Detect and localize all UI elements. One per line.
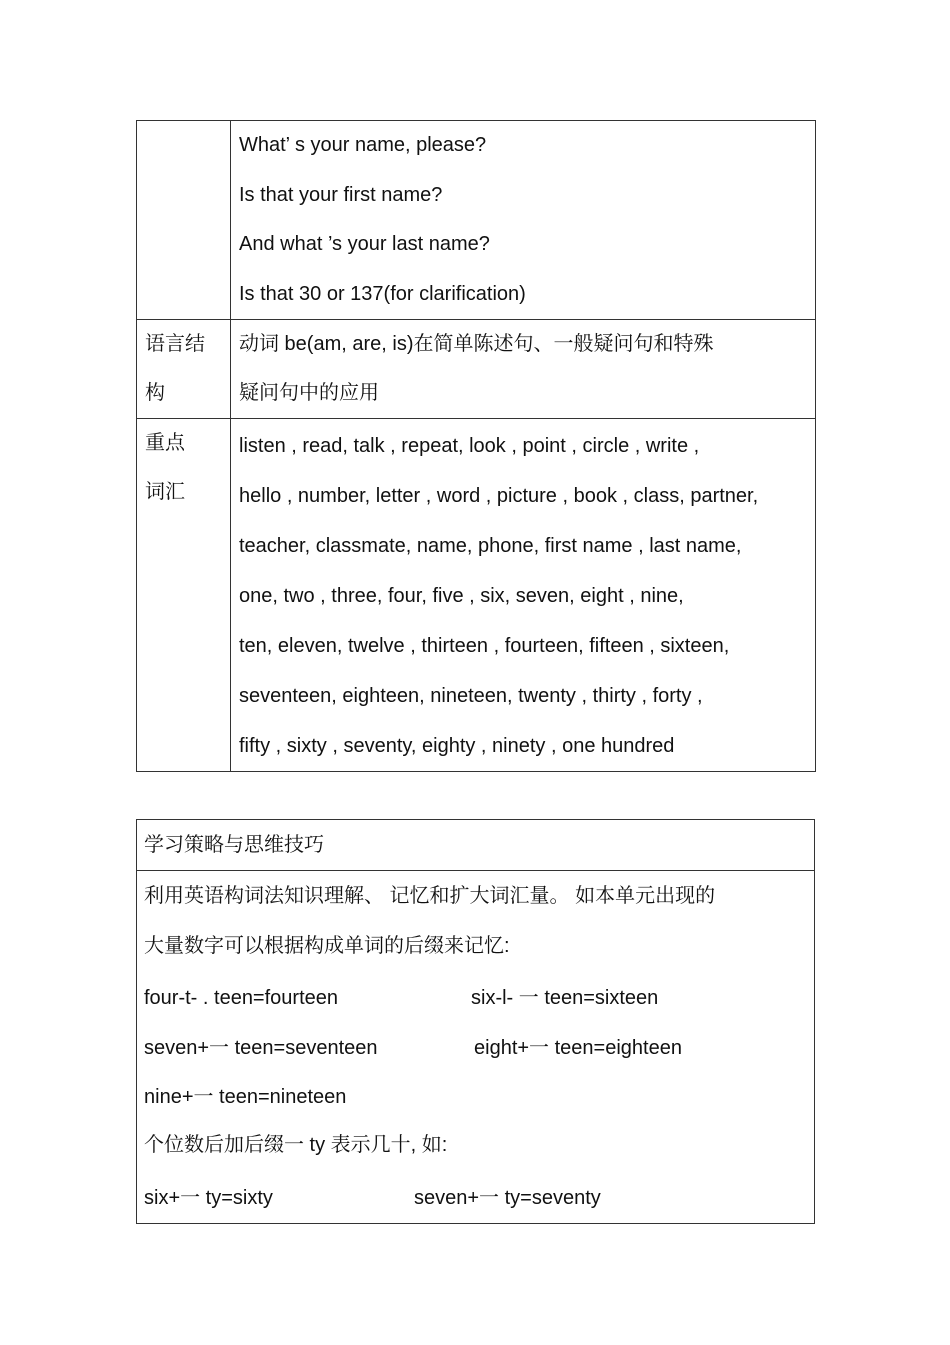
info-table xyxy=(136,120,816,772)
intro-line: 大量数字可以根据构成单词的后缀来记忆: xyxy=(144,935,510,957)
sentence-line: And what ’s your last name? xyxy=(239,233,490,255)
table-row xyxy=(137,871,815,1224)
strategy-content-cell xyxy=(137,871,815,1224)
row-label: 构 xyxy=(145,382,165,404)
example-row xyxy=(137,1023,814,1073)
example-row xyxy=(137,1173,814,1223)
example-right: seven+一 ty=seventy xyxy=(414,1187,601,1209)
table-row xyxy=(137,820,815,871)
rule-line: 个位数后加后缀一 ty 表示几十, 如: xyxy=(144,1134,448,1156)
row-label-cell xyxy=(137,320,231,419)
row-content-cell xyxy=(231,419,816,772)
row-label-cell xyxy=(137,419,231,772)
row-label: 词汇 xyxy=(145,481,185,503)
example-left: six+一 ty=sixty xyxy=(144,1187,273,1209)
vocab-line: ten, eleven, twelve , thirteen , fourteen, fifteen , sixteen, xyxy=(239,635,730,657)
example-right: eight+一 teen=eighteen xyxy=(474,1037,682,1059)
row-content-cell xyxy=(231,121,816,320)
vocab-line: listen , read, talk , repeat, look , point , circle , write , xyxy=(239,435,700,457)
sentence-line: Is that 30 or 137(for clarification) xyxy=(239,282,526,305)
row-label: 语言结 xyxy=(145,333,205,355)
row-content-cell xyxy=(231,320,816,419)
example-left: four-t- . teen=fourteen xyxy=(144,987,339,1009)
example-right: six-l- 一 teen=sixteen xyxy=(471,987,659,1009)
vocab-line: fifty , sixty , seventy, eighty , ninety , one hundred xyxy=(239,735,675,757)
grammar-line: 疑问句中的应用 xyxy=(239,382,379,404)
sentence-line: Is that your first name? xyxy=(239,183,443,206)
strategy-table xyxy=(136,819,815,1224)
example-row xyxy=(137,973,814,1023)
intro-line: 利用英语构词法知识理解、 记忆和扩大词汇量。 如本单元出现的 xyxy=(144,885,716,907)
section-heading: 学习策略与思维技巧 xyxy=(144,834,324,856)
table-row xyxy=(137,320,816,419)
row-label-cell xyxy=(137,121,231,320)
grammar-line: 动词 be(am, are, is)在简单陈述句、一般疑问句和特殊 xyxy=(239,333,714,355)
table-row xyxy=(137,121,816,320)
example-row xyxy=(137,1073,814,1121)
table-row xyxy=(137,419,816,772)
vocab-line: one, two , three, four, five , six, seven, eight , nine, xyxy=(239,585,684,607)
vocab-line: hello , number, letter , word , picture , book , class, partner, xyxy=(239,485,759,507)
vocab-line: teacher, classmate, name, phone, first name , last name, xyxy=(239,535,742,557)
sentence-line: What’ s your name, please? xyxy=(239,134,487,156)
row-label: 重点 xyxy=(145,432,185,454)
heading-cell xyxy=(137,820,815,871)
example-left: seven+一 teen=seventeen xyxy=(144,1037,378,1059)
vocab-line: seventeen, eighteen, nineteen, twenty , thirty , forty , xyxy=(239,685,703,707)
example-left: nine+一 teen=nineteen xyxy=(144,1086,347,1108)
